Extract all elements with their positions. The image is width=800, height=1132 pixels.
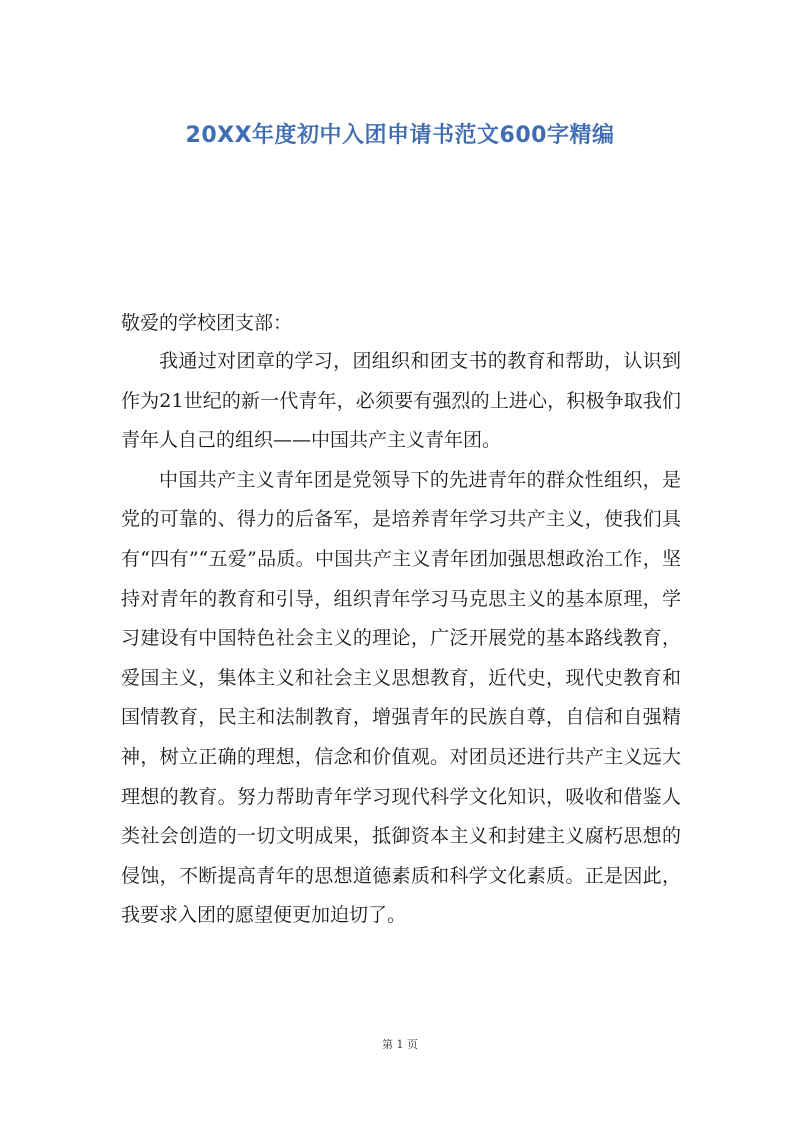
page-title: 20XX年度初中入团申请书范文600字精编 [185, 123, 615, 148]
page-number: 第 1 页 [382, 1038, 418, 1051]
paragraph-2: 中国共产主义青年团是党领导下的先进青年的群众性组织，是党的可靠的、得力的后备军，是培养青年学习共产主义，使我们具有“四有”“五爱”品质。中国共产主义青年团加强思想政治工作，坚持对青年的教育和引导，组织青年学习马克思主义的基本原理，学习建设有中国特色社会主义的理论，广泛开展党的基本路线教育，爱国主义，集体主义和社会主义思想教育，近代史，现代史教育和国情教育，民主和法制教育，增强青年的民族自尊，自信和自强精神，树立正确的理想，信念和价值观。对团员还进行共产主义远大理想的教育。努力帮助青年学习现代科学文化知识，吸收和借鉴人类社会创造的一切文明成果，抵御资本主义和封建主义腐朽思想的侵蚀，不断提高青年的思想道德素质和科学文化素质。正是因此，我要求入团的愿望便更加迫切了。 [121, 468, 681, 927]
paragraph-1: 我通过对团章的学习，团组织和团支书的教育和帮助，认识到作为21世纪的新一代青年，必须要有强烈的上进心，积极争取我们青年人自己的组织——中国共产主义青年团。 [121, 350, 681, 452]
salutation: 敬爱的学校团支部： [121, 312, 293, 334]
document-body [121, 304, 681, 936]
